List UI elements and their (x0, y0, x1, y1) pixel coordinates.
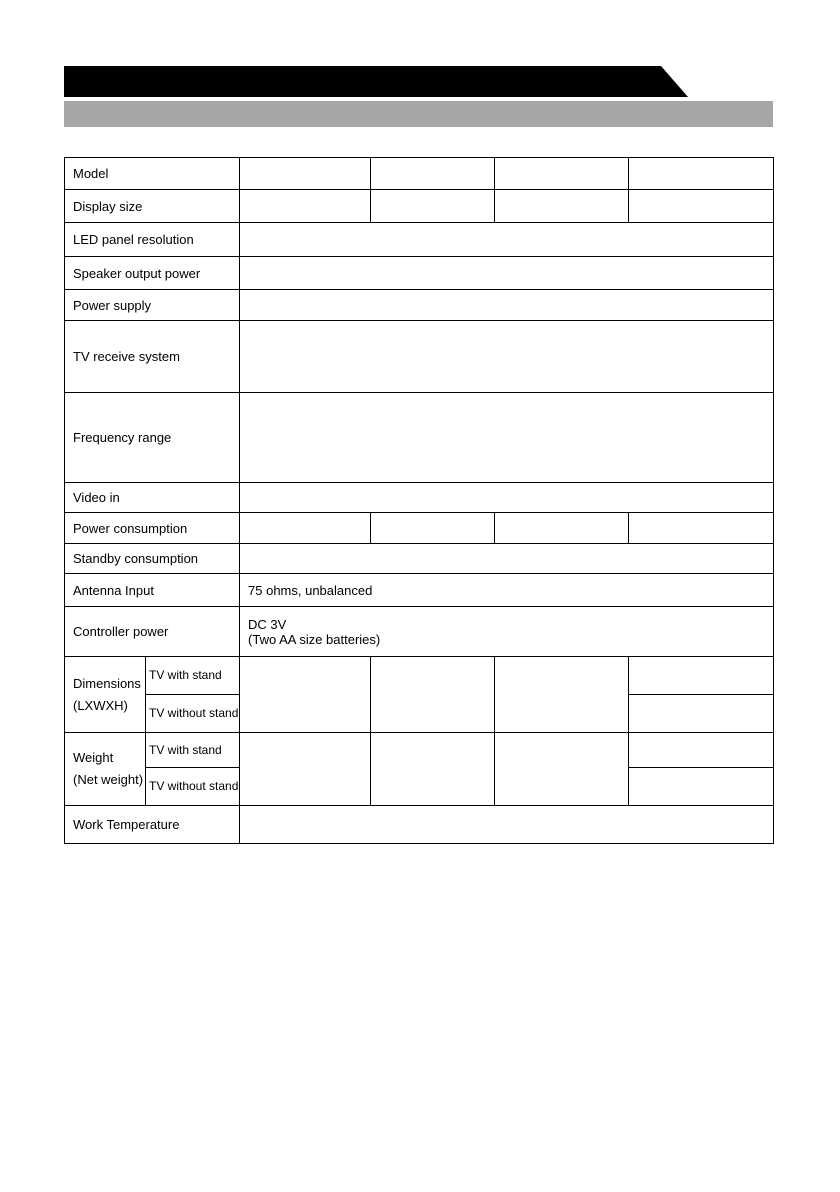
table-row (65, 190, 774, 223)
table-row (65, 768, 774, 806)
value-cell (495, 513, 629, 544)
table-row (65, 290, 774, 321)
value-cell (240, 657, 371, 695)
sublabel-tv-without-stand: TV without stand (146, 695, 240, 733)
table-row (65, 223, 774, 257)
value-cell (629, 158, 774, 190)
row-label-antenna-input: Antenna Input (65, 574, 240, 607)
value-cell (495, 657, 629, 695)
row-label-video-in: Video in (65, 483, 240, 513)
controller-power-line2: (Two AA size batteries) (248, 631, 381, 647)
row-label-controller-power: Controller power (65, 607, 240, 657)
value-cell (629, 190, 774, 223)
table-row (65, 544, 774, 574)
value-cell (371, 513, 495, 544)
value-cell (629, 733, 774, 768)
table-row (65, 257, 774, 290)
value-cell (240, 806, 774, 844)
row-label-weight (65, 733, 146, 806)
controller-power-line1: DC 3V (248, 616, 287, 632)
weight-label-line2: (Net weight) (73, 772, 144, 787)
row-label-dimensions (65, 657, 146, 733)
row-label-speaker-output-power: Speaker output power (65, 257, 240, 290)
value-cell (240, 257, 774, 290)
value-cell (371, 657, 495, 695)
table-row (65, 574, 774, 607)
row-label-power-supply: Power supply (65, 290, 240, 321)
value-cell (240, 190, 371, 223)
value-cell (371, 695, 495, 733)
value-cell (495, 158, 629, 190)
value-cell (240, 290, 774, 321)
section-subheader-bar (64, 101, 773, 127)
row-label-led-panel-resolution: LED panel resolution (65, 223, 240, 257)
table-row (65, 695, 774, 733)
table-row (65, 158, 774, 190)
value-cell (240, 483, 774, 513)
sublabel-tv-with-stand: TV with stand (146, 657, 240, 695)
row-label-work-temperature: Work Temperature (65, 806, 240, 844)
dimensions-label-line1: Dimensions (73, 675, 141, 691)
value-cell (240, 695, 371, 733)
value-cell (240, 321, 774, 393)
antenna-input-value: 75 ohms, unbalanced (240, 574, 774, 607)
value-cell (240, 513, 371, 544)
section-header-bar (64, 66, 688, 97)
value-cell (371, 190, 495, 223)
specifications-table (64, 157, 774, 844)
value-cell (629, 768, 774, 806)
row-label-power-consumption: Power consumption (65, 513, 240, 544)
value-cell (240, 733, 371, 768)
sublabel-tv-with-stand: TV with stand (146, 733, 240, 768)
table-row (65, 393, 774, 483)
row-label-tv-receive-system: TV receive system (65, 321, 240, 393)
table-row (65, 657, 774, 695)
row-label-model: Model (65, 158, 240, 190)
dimensions-label-line2: (LXWXH) (73, 697, 128, 713)
row-label-standby-consumption: Standby consumption (65, 544, 240, 574)
table-row (65, 321, 774, 393)
value-cell (495, 190, 629, 223)
table-row (65, 733, 774, 768)
value-cell (240, 544, 774, 574)
sublabel-tv-without-stand: TV without stand (146, 768, 240, 806)
value-cell (371, 733, 495, 768)
value-cell (371, 768, 495, 806)
value-cell (629, 513, 774, 544)
table-row (65, 607, 774, 657)
value-cell (240, 158, 371, 190)
value-cell (240, 768, 371, 806)
value-cell (629, 657, 774, 695)
value-cell (495, 768, 629, 806)
value-cell (240, 393, 774, 483)
row-label-frequency-range: Frequency range (65, 393, 240, 483)
value-cell (371, 158, 495, 190)
weight-label-line1: Weight (73, 750, 114, 765)
row-label-display-size: Display size (65, 190, 240, 223)
value-cell (495, 695, 629, 733)
table-row (65, 483, 774, 513)
table-row (65, 513, 774, 544)
table-row (65, 806, 774, 844)
controller-power-value (240, 607, 774, 657)
value-cell (240, 223, 774, 257)
value-cell (629, 695, 774, 733)
value-cell (495, 733, 629, 768)
